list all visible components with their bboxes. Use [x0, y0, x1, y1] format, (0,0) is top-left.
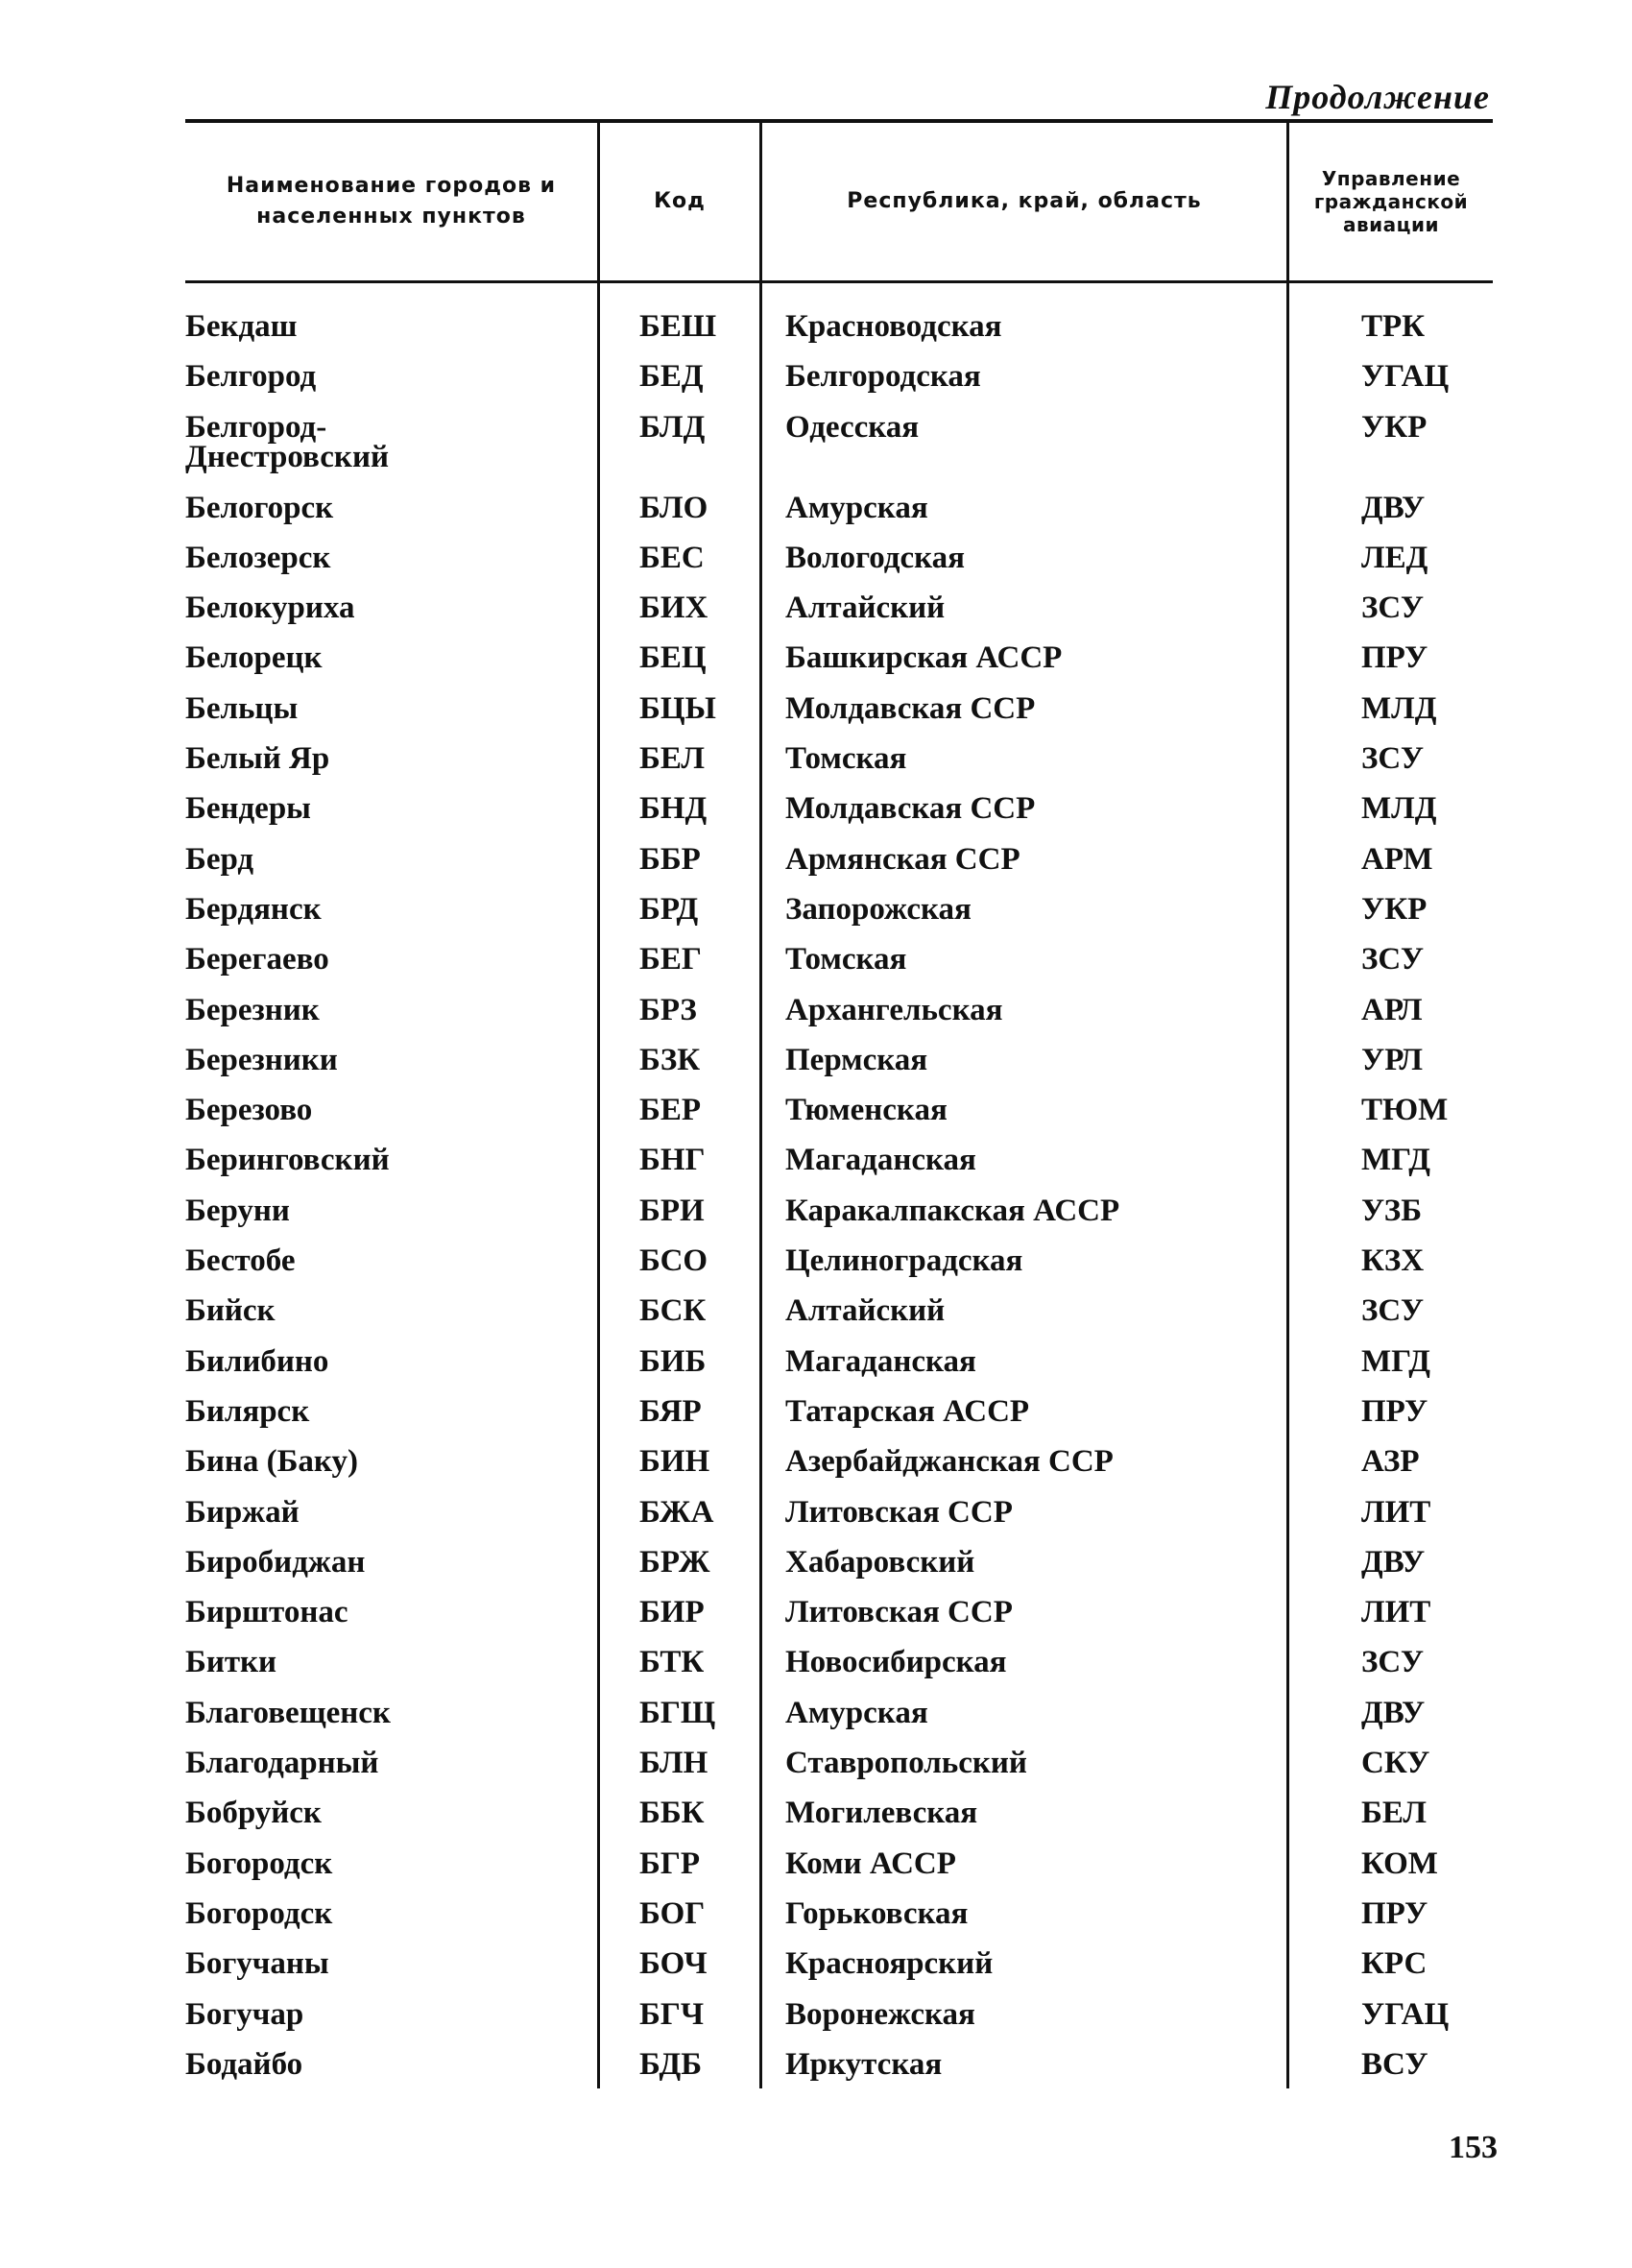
table-row: [0, 992, 1632, 1046]
region-cell: Молдавская ССР: [785, 690, 1036, 726]
region-cell: Магаданская: [785, 1143, 976, 1178]
city-name-cell: Богородск: [185, 1846, 333, 1881]
city-name-cell: Бодайбо: [185, 2046, 303, 2082]
aviation-department-cell: УКР: [1361, 891, 1428, 927]
table-row: [0, 1393, 1632, 1447]
aviation-department-cell: СКУ: [1361, 1746, 1430, 1781]
region-cell: Новосибирская: [785, 1645, 1007, 1680]
aviation-department-cell: АРЛ: [1361, 992, 1423, 1027]
aviation-department-cell: ТРК: [1361, 309, 1426, 344]
region-cell: Запорожская: [785, 891, 972, 927]
city-name-cell: Белый Яр: [185, 741, 330, 777]
aviation-department-cell: БЕЛ: [1361, 1796, 1427, 1831]
region-cell: Пермская: [785, 1042, 928, 1077]
code-cell: БРИ: [639, 1193, 705, 1228]
region-cell: Молдавская ССР: [785, 791, 1036, 827]
table-row: [0, 1293, 1632, 1346]
aviation-department-cell: АРМ: [1361, 841, 1433, 877]
city-name-cell: Беруни: [185, 1193, 290, 1228]
aviation-department-cell: ПРУ: [1361, 1393, 1428, 1429]
aviation-department-cell: УЗБ: [1361, 1193, 1423, 1228]
aviation-department-cell: ДВУ: [1361, 1695, 1426, 1730]
region-cell: Тюменская: [785, 1093, 948, 1128]
aviation-department-cell: УРЛ: [1361, 1042, 1424, 1077]
city-name-cell: Билярск: [185, 1393, 310, 1429]
region-cell: Томская: [785, 741, 907, 777]
table-row: [0, 1895, 1632, 1949]
code-cell: БИХ: [639, 591, 708, 626]
region-cell: Целиноградская: [785, 1243, 1023, 1279]
code-cell: БНГ: [639, 1143, 706, 1178]
table-row: [0, 1846, 1632, 1899]
city-name-cell: Белгород-Днестровский: [185, 409, 389, 474]
city-name-cell: Бирштонас: [185, 1595, 348, 1630]
table-row: [0, 640, 1632, 693]
aviation-department-cell: ЛИТ: [1361, 1595, 1431, 1630]
aviation-department-cell: УГАЦ: [1361, 359, 1450, 395]
city-name-cell: Биржай: [185, 1494, 300, 1530]
header-city-name: Наименование городов и населенных пунктов: [226, 174, 557, 229]
region-cell: Литовская ССР: [785, 1494, 1013, 1530]
city-name-cell: Благодарный: [185, 1746, 379, 1781]
region-cell: Красноярский: [785, 1946, 994, 1982]
region-cell: Могилевская: [785, 1796, 978, 1831]
city-name-cell: Бекдаш: [185, 309, 298, 344]
table-row: [0, 942, 1632, 995]
aviation-department-cell: ЗСУ: [1361, 942, 1425, 977]
region-cell: Татарская АССР: [785, 1393, 1030, 1429]
aviation-department-cell: КРС: [1361, 1946, 1428, 1982]
city-name-cell: Бийск: [185, 1293, 276, 1329]
region-cell: Одесская: [785, 409, 920, 445]
region-cell: Армянская ССР: [785, 841, 1020, 877]
region-cell: Коми АССР: [785, 1846, 956, 1881]
table-row: [0, 1996, 1632, 2050]
region-cell: Каракалпакская АССР: [785, 1193, 1120, 1228]
table-row: [0, 1645, 1632, 1698]
region-cell: Белгородская: [785, 359, 981, 395]
table-row: [0, 1746, 1632, 1798]
code-cell: БЛО: [639, 490, 708, 525]
city-name-cell: Белгород: [185, 359, 317, 395]
city-name-cell: Белокуриха: [185, 591, 355, 626]
table-row: [0, 1595, 1632, 1648]
region-cell: Алтайский: [785, 1293, 946, 1329]
code-cell: БСО: [639, 1243, 708, 1279]
code-cell: БИР: [639, 1595, 705, 1630]
code-cell: БЕЛ: [639, 741, 705, 777]
aviation-department-cell: ТЮМ: [1361, 1093, 1449, 1128]
code-cell: БСК: [639, 1293, 707, 1329]
aviation-department-cell: МГД: [1361, 1143, 1430, 1178]
code-cell: БЕД: [639, 359, 704, 395]
city-name-cell: Белозерск: [185, 540, 331, 575]
region-cell: Азербайджанская ССР: [785, 1444, 1114, 1480]
city-name-cell: Бобруйск: [185, 1796, 322, 1831]
city-name-cell: Благовещенск: [185, 1695, 391, 1730]
city-name-cell: Беринговский: [185, 1143, 390, 1178]
code-cell: БЕШ: [639, 309, 717, 344]
code-cell: БЗК: [639, 1042, 701, 1077]
city-name-cell: Берегаево: [185, 942, 329, 977]
aviation-department-cell: МГД: [1361, 1343, 1430, 1379]
table-body: [0, 309, 1632, 2100]
code-cell: БЖА: [639, 1494, 714, 1530]
table-row: [0, 359, 1632, 412]
header-region: Республика, край, область: [847, 189, 1202, 213]
city-name-cell: Биробиджан: [185, 1544, 366, 1580]
table-row: [0, 891, 1632, 945]
city-name-cell: Березово: [185, 1093, 313, 1128]
aviation-department-cell: КЗХ: [1361, 1243, 1425, 1279]
city-name-cell: Богучар: [185, 1996, 304, 2032]
header-bottom-rule: [185, 280, 1493, 283]
code-cell: БТК: [639, 1645, 705, 1680]
table-row: [0, 741, 1632, 794]
aviation-department-cell: ДВУ: [1361, 490, 1426, 525]
code-cell: БЕС: [639, 540, 705, 575]
table-row: [0, 2046, 1632, 2100]
city-name-cell: Богучаны: [185, 1946, 329, 1982]
city-name-cell: Бестобе: [185, 1243, 296, 1279]
code-cell: БРЖ: [639, 1544, 710, 1580]
code-cell: БОЧ: [639, 1946, 708, 1982]
table-row: [0, 1444, 1632, 1497]
code-cell: БЛН: [639, 1746, 708, 1781]
code-cell: БГЩ: [639, 1695, 716, 1730]
aviation-department-cell: УГАЦ: [1361, 1996, 1450, 2032]
region-cell: Ставропольский: [785, 1746, 1027, 1781]
aviation-department-cell: КОМ: [1361, 1846, 1438, 1881]
table-row: [0, 490, 1632, 543]
table-row: [0, 1946, 1632, 1999]
region-cell: Воронежская: [785, 1996, 975, 2032]
aviation-department-cell: УКР: [1361, 409, 1428, 445]
code-cell: ББК: [639, 1796, 705, 1831]
aviation-department-cell: ЛИТ: [1361, 1494, 1431, 1530]
region-cell: Томская: [785, 942, 907, 977]
region-cell: Амурская: [785, 1695, 928, 1730]
code-cell: БГР: [639, 1846, 700, 1881]
aviation-department-cell: ЗСУ: [1361, 1293, 1425, 1329]
table-row: [0, 540, 1632, 593]
region-cell: Иркутская: [785, 2046, 943, 2082]
aviation-department-cell: ПРУ: [1361, 1895, 1428, 1931]
table-row: [0, 690, 1632, 744]
aviation-department-cell: АЗР: [1361, 1444, 1420, 1480]
code-cell: БДБ: [639, 2046, 703, 2082]
code-cell: БЛД: [639, 409, 706, 445]
aviation-department-cell: МЛД: [1361, 791, 1437, 827]
city-name-cell: Бина (Баку): [185, 1444, 358, 1480]
code-cell: БИН: [639, 1444, 710, 1480]
code-cell: БНД: [639, 791, 708, 827]
city-name-cell: Бердянск: [185, 891, 322, 927]
region-cell: Архангельская: [785, 992, 1003, 1027]
region-cell: Алтайский: [785, 591, 946, 626]
table-row: [0, 593, 1632, 643]
region-cell: Хабаровский: [785, 1544, 975, 1580]
city-name-cell: Берд: [185, 841, 254, 877]
code-cell: БЕЦ: [639, 640, 707, 676]
table-row: [0, 1343, 1632, 1397]
region-cell: Литовская ССР: [785, 1595, 1013, 1630]
aviation-department-cell: ПРУ: [1361, 640, 1428, 676]
table-row: [0, 1243, 1632, 1296]
city-name-cell: Бендеры: [185, 791, 311, 827]
region-cell: Магаданская: [785, 1343, 976, 1379]
code-cell: БЕР: [639, 1093, 701, 1128]
city-name-cell: Белорецк: [185, 640, 323, 676]
city-name-cell: Билибино: [185, 1343, 329, 1379]
aviation-department-cell: ЗСУ: [1361, 1645, 1425, 1680]
table-row: [0, 1695, 1632, 1749]
table-row: [0, 791, 1632, 844]
table-row: [0, 1544, 1632, 1598]
page-number: 153: [1449, 2130, 1498, 2165]
code-cell: БЦЫ: [639, 690, 716, 726]
city-name-cell: Белогорск: [185, 490, 334, 525]
code-cell: ББР: [639, 841, 701, 877]
aviation-department-cell: ЗСУ: [1361, 591, 1425, 626]
table-row: [0, 309, 1632, 362]
city-name-cell: Битки: [185, 1645, 277, 1680]
city-name-cell: Бельцы: [185, 690, 299, 726]
code-cell: БЯР: [639, 1393, 702, 1429]
continuation-label: Продолжение: [1265, 78, 1490, 116]
region-cell: Горьковская: [785, 1895, 969, 1931]
region-cell: Амурская: [785, 490, 928, 525]
aviation-department-cell: ЛЕД: [1361, 540, 1428, 575]
city-name-cell: Березники: [185, 1042, 338, 1077]
code-cell: БГЧ: [639, 1996, 705, 2032]
code-cell: БРД: [639, 891, 699, 927]
code-cell: БЕГ: [639, 942, 702, 977]
table-row: [0, 409, 1632, 494]
aviation-department-cell: ДВУ: [1361, 1544, 1426, 1580]
table-row: [0, 1798, 1632, 1848]
code-cell: БОГ: [639, 1895, 706, 1931]
table-row: [0, 1093, 1632, 1146]
aviation-department-cell: МЛД: [1361, 690, 1437, 726]
region-cell: Вологодская: [785, 540, 966, 575]
header-aviation-department: Управление гражданской авиации: [1313, 167, 1469, 236]
city-name-cell: Березник: [185, 992, 320, 1027]
table-row: [0, 1143, 1632, 1195]
aviation-department-cell: ВСУ: [1361, 2046, 1428, 2082]
region-cell: Красноводская: [785, 309, 1002, 344]
table-row: [0, 1042, 1632, 1096]
table-row: [0, 1193, 1632, 1246]
table-row: [0, 841, 1632, 895]
code-cell: БИБ: [639, 1343, 707, 1379]
table-row: [0, 1494, 1632, 1548]
region-cell: Башкирская АССР: [785, 640, 1063, 676]
header-code: Код: [654, 189, 706, 213]
aviation-department-cell: ЗСУ: [1361, 741, 1425, 777]
code-cell: БРЗ: [639, 992, 697, 1027]
city-name-cell: Богородск: [185, 1895, 333, 1931]
